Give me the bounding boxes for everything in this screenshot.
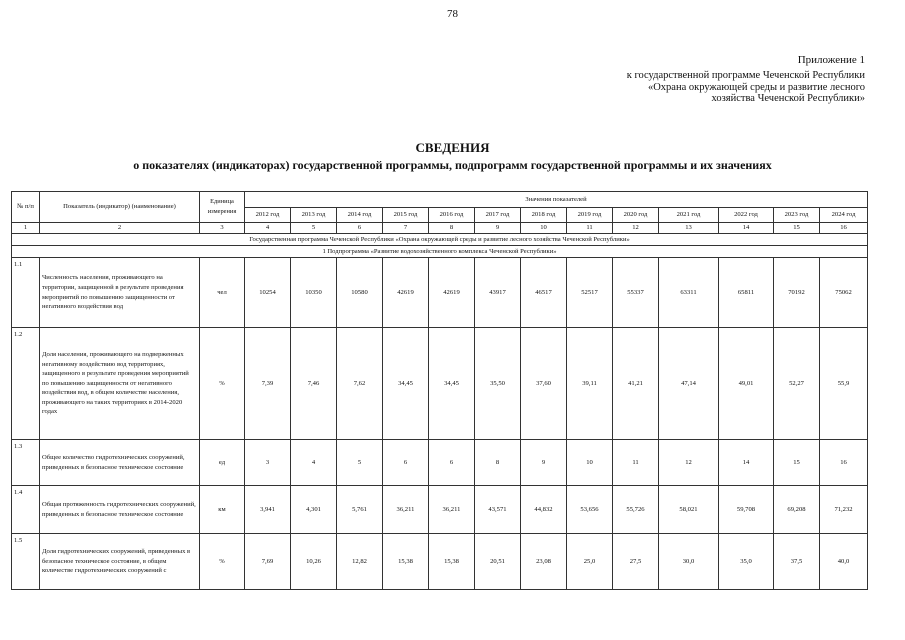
indicator-name: Общее количество гидротехнических сооружений, приведенных в безопасное техническое состояние: [40, 440, 200, 486]
indicator-value: 53,656: [567, 486, 613, 534]
header-year: 2024 год: [820, 208, 868, 223]
indicator-value: 47,14: [659, 328, 719, 440]
indicator-value: 15: [774, 440, 820, 486]
header-year: 2017 год: [475, 208, 521, 223]
indicator-value: 41,21: [613, 328, 659, 440]
row-number: 1.3: [12, 440, 40, 486]
indicator-value: 34,45: [429, 328, 475, 440]
indicator-value: 63311: [659, 258, 719, 328]
column-number: 11: [567, 223, 613, 234]
indicator-value: 20,51: [475, 534, 521, 590]
indicator-value: 44,832: [521, 486, 567, 534]
indicator-value: 55,726: [613, 486, 659, 534]
header-year: 2022 год: [719, 208, 774, 223]
column-number: 9: [475, 223, 521, 234]
indicator-value: 9: [521, 440, 567, 486]
indicator-value: 16: [820, 440, 868, 486]
row-number: 1.2: [12, 328, 40, 440]
indicator-unit: км: [200, 486, 245, 534]
indicator-value: 3: [245, 440, 291, 486]
column-number: 8: [429, 223, 475, 234]
indicator-value: 69,208: [774, 486, 820, 534]
indicator-unit: %: [200, 328, 245, 440]
header-year: 2013 год: [291, 208, 337, 223]
indicator-value: 71,232: [820, 486, 868, 534]
header-unit: Единица измерения: [200, 192, 245, 223]
indicator-value: 36,211: [383, 486, 429, 534]
column-number: 6: [337, 223, 383, 234]
header-year: 2023 год: [774, 208, 820, 223]
indicator-value: 12,82: [337, 534, 383, 590]
indicator-value: 23,08: [521, 534, 567, 590]
column-numbers-row: [12, 223, 868, 234]
table-row: [12, 440, 868, 486]
indicator-value: 3,941: [245, 486, 291, 534]
indicator-value: 70192: [774, 258, 820, 328]
indicator-value: 25,0: [567, 534, 613, 590]
column-number: 14: [719, 223, 774, 234]
indicator-value: 7,62: [337, 328, 383, 440]
indicator-value: 5,761: [337, 486, 383, 534]
column-number: 5: [291, 223, 337, 234]
row-number: 1.5: [12, 534, 40, 590]
indicator-value: 52,27: [774, 328, 820, 440]
indicator-value: 11: [613, 440, 659, 486]
indicator-value: 42619: [383, 258, 429, 328]
header-values-group: Значения показателей: [245, 192, 868, 208]
indicator-value: 7,69: [245, 534, 291, 590]
row-number: 1.4: [12, 486, 40, 534]
indicator-value: 58,021: [659, 486, 719, 534]
header-year: 2015 год: [383, 208, 429, 223]
column-number: 10: [521, 223, 567, 234]
indicator-value: 55,9: [820, 328, 868, 440]
indicator-unit: чел: [200, 258, 245, 328]
indicators-table: [11, 191, 868, 590]
indicator-value: 30,0: [659, 534, 719, 590]
indicator-value: 46517: [521, 258, 567, 328]
row-number: 1.1: [12, 258, 40, 328]
column-number: 7: [383, 223, 429, 234]
header-year: 2020 год: [613, 208, 659, 223]
table-row: [12, 258, 868, 328]
column-number: 13: [659, 223, 719, 234]
indicator-name: Доля населения, проживающего на подверженных негативному воздействию вод территориях, защищенного в результате проведения мероприятий по повышению защищенности от негативного воздействия вод, в общем количестве населения, проживающего на таких территориях в 2014-2020 годах: [40, 328, 200, 440]
indicator-value: 39,11: [567, 328, 613, 440]
indicator-name: Доля гидротехнических сооружений, приведенных в безопасное техническое состояние, в общем количестве гидротехнических сооружений с: [40, 534, 200, 590]
column-number: 1: [12, 223, 40, 234]
appendix-text: к государственной программе Чеченской Республики «Охрана окружающей среды и развитие лесного хозяйства Чеченской Республики»: [626, 70, 865, 104]
document-subtitle: о показателях (индикаторах) государственной программы, подпрограмм государственной программы и их значениях: [133, 158, 772, 172]
indicator-value: 12: [659, 440, 719, 486]
header-year: 2021 год: [659, 208, 719, 223]
table-row: [12, 328, 868, 440]
indicator-value: 43,571: [475, 486, 521, 534]
indicator-value: 6: [383, 440, 429, 486]
indicator-value: 43917: [475, 258, 521, 328]
column-number: 16: [820, 223, 868, 234]
indicator-value: 36,211: [429, 486, 475, 534]
indicator-unit: ед: [200, 440, 245, 486]
header-year: 2014 год: [337, 208, 383, 223]
column-number: 15: [774, 223, 820, 234]
indicator-value: 34,45: [383, 328, 429, 440]
indicator-value: 5: [337, 440, 383, 486]
indicator-value: 35,0: [719, 534, 774, 590]
header-num: № п/п: [12, 192, 40, 223]
indicator-value: 52517: [567, 258, 613, 328]
appendix-label: Приложение 1: [797, 54, 865, 66]
indicator-value: 37,5: [774, 534, 820, 590]
indicator-value: 75062: [820, 258, 868, 328]
indicator-value: 7,46: [291, 328, 337, 440]
indicator-value: 10254: [245, 258, 291, 328]
indicator-value: 40,0: [820, 534, 868, 590]
indicator-value: 15,38: [429, 534, 475, 590]
program-title: Государственная программа Чеченской Республики «Охрана окружающей среды и развитие лесного хозяйства Чеченской Республики»: [12, 234, 868, 246]
header-name: Показатель (индикатор) (наименование): [40, 192, 200, 223]
indicator-value: 4,301: [291, 486, 337, 534]
subprogram-title: 1 Подпрограмма «Развитие водохозяйственного комплекса Чеченской Республики»: [12, 246, 868, 258]
indicator-value: 42619: [429, 258, 475, 328]
indicator-unit: %: [200, 534, 245, 590]
page-number: 78: [447, 8, 458, 20]
indicator-value: 10,26: [291, 534, 337, 590]
indicator-value: 65811: [719, 258, 774, 328]
indicator-value: 49,01: [719, 328, 774, 440]
indicator-value: 10580: [337, 258, 383, 328]
indicator-value: 14: [719, 440, 774, 486]
column-number: 2: [40, 223, 200, 234]
indicator-value: 10350: [291, 258, 337, 328]
indicator-value: 4: [291, 440, 337, 486]
header-year: 2018 год: [521, 208, 567, 223]
indicator-value: 8: [475, 440, 521, 486]
column-number: 4: [245, 223, 291, 234]
indicator-value: 6: [429, 440, 475, 486]
indicator-name: Общая протяженность гидротехнических сооружений, приведенных в безопасное техническое состояние: [40, 486, 200, 534]
indicator-value: 59,708: [719, 486, 774, 534]
indicator-value: 35,50: [475, 328, 521, 440]
indicator-value: 55337: [613, 258, 659, 328]
table-row: [12, 486, 868, 534]
header-year: 2019 год: [567, 208, 613, 223]
indicator-value: 15,38: [383, 534, 429, 590]
indicator-value: 37,60: [521, 328, 567, 440]
indicator-value: 27,5: [613, 534, 659, 590]
header-year: 2012 год: [245, 208, 291, 223]
indicator-value: 10: [567, 440, 613, 486]
header-year: 2016 год: [429, 208, 475, 223]
column-number: 12: [613, 223, 659, 234]
indicator-value: 7,39: [245, 328, 291, 440]
document-title: СВЕДЕНИЯ: [415, 140, 490, 155]
indicator-name: Численность населения, проживающего на территории, защищенной в результате проведения мероприятий по повышению защищенности от негативного воздействия вод: [40, 258, 200, 328]
column-number: 3: [200, 223, 245, 234]
table-row: [12, 534, 868, 590]
